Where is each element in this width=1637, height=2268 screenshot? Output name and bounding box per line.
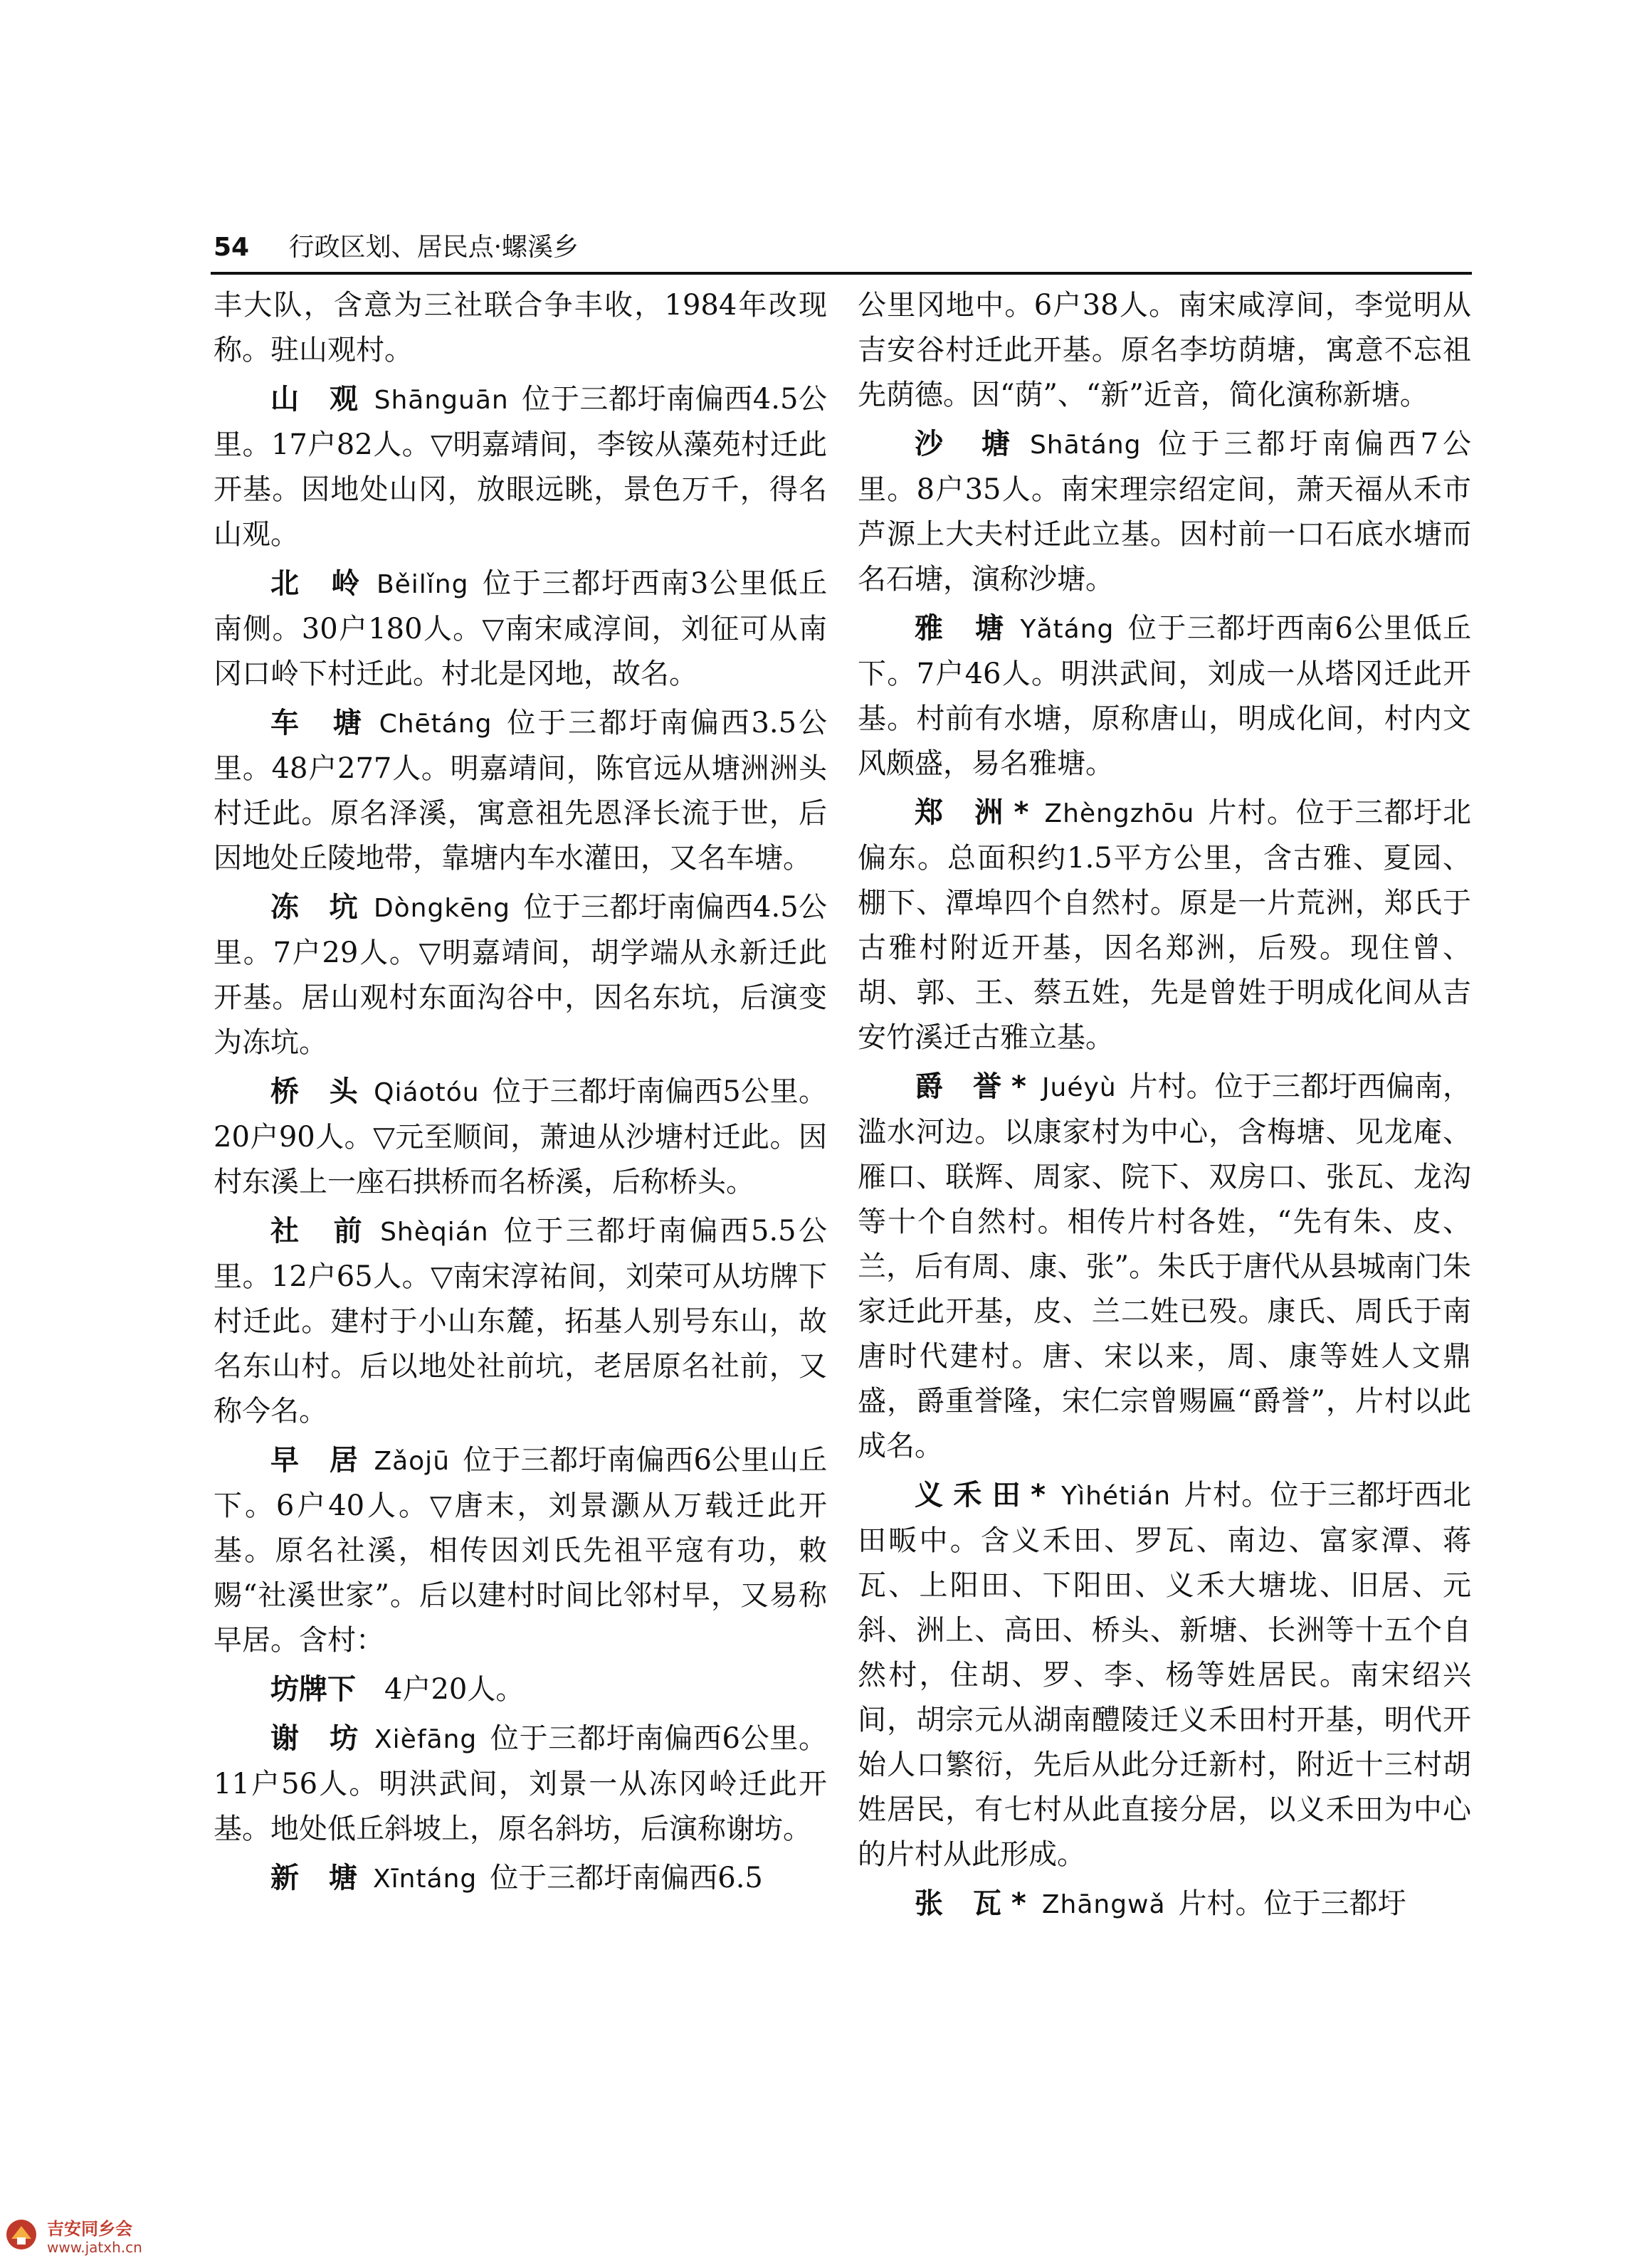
entry-pinyin: Zhèngzhōu (1044, 799, 1195, 828)
entry-pinyin: Juéyù (1041, 1073, 1117, 1102)
left-column (214, 283, 827, 2005)
entry-xiefang (214, 1716, 827, 1852)
entry-term: 社 前 (270, 1215, 375, 1248)
entry-yihetian (858, 1473, 1471, 1877)
watermark-url[interactable]: www.jatxh.cn (47, 2239, 142, 2256)
entry-term: 谢 坊 (270, 1722, 369, 1755)
entry-text: 位于三都圩南偏西4.5公里。7户29人。▽明嘉靖间，胡学端从永新迁此开基。居山观村东面沟谷中，因名东坑，后演变为冻坑。 (214, 891, 827, 1059)
entry-term: 沙 塘 (915, 428, 1024, 460)
entry-qiaotou (214, 1070, 827, 1205)
entry-term: 爵 誉* (915, 1070, 1036, 1103)
entry-pinyin: Xièfāng (374, 1725, 478, 1754)
entry-beiling (214, 561, 827, 697)
entry-term: 桥 头 (270, 1075, 369, 1108)
entry-term: 郑 洲* (915, 796, 1039, 829)
entry-text: 位于三都圩西南3公里低丘南侧。30户180人。▽南宋咸淳间，刘征可从南冈口岭下村迁此。村北是冈地，故名。 (214, 567, 827, 690)
entry-text: 位于三都圩南偏西6公里山丘下。6户40人。▽唐末，刘景灏从万载迁此开基。原名社溪，相传因刘氏先祖平寇有功，敕赐“社溪世家”。后以建村时间比邻村早，又易称早居。含村： (214, 1444, 827, 1657)
entry-pinyin: Shèqián (380, 1218, 489, 1247)
entry-text: 位于三都圩南偏西7公里。8户35人。南宋理宗绍定间，萧天福从禾市芦源上大夫村迁此立基。因村前一口石底水塘而名石塘，演称沙塘。 (858, 428, 1471, 596)
entry-term: 新 塘 (270, 1862, 367, 1894)
entry-zhengzhou (858, 791, 1471, 1060)
entry-pinyin: Yìhétián (1061, 1482, 1172, 1511)
entry-shatang (858, 422, 1471, 602)
entry-xintang (214, 1856, 827, 1902)
page-number: 54 (214, 233, 250, 262)
entry-text: 位于三都圩南偏西5.5公里。12户65人。▽南宋淳祐间，刘荣可从坊牌下村迁此。建村于小山东麓，拓基人别号东山，故名东山村。后以地处社前坑，老居原名社前，又称今名。 (214, 1215, 827, 1428)
watermark-name: 吉安同乡会 (47, 2219, 132, 2239)
entry-text: 位于三都圩南偏西6公里。11户56人。明洪武间，刘景一从冻冈岭迁此开基。地处低丘斜坡上，原名斜坊，后演称谢坊。 (214, 1722, 827, 1845)
entry-pinyin: Xīntáng (372, 1864, 478, 1894)
entry-pinyin: Shātáng (1029, 431, 1142, 460)
entry-term: 山 观 (270, 383, 369, 416)
sub-entry-text: 4户20人。 (384, 1673, 525, 1706)
sub-entry-fangpaixia (214, 1667, 827, 1712)
page-header (214, 226, 1466, 269)
entry-shanguan (214, 377, 827, 557)
entry-term: 雅 塘 (915, 612, 1015, 645)
entry-term: 车 塘 (270, 707, 374, 739)
entry-text: 片村。位于三都圩西偏南，滥水河边。以康家村为中心，含梅塘、见龙庵、雁口、联辉、周家、院下、双房口、张瓦、龙沟等十个自然村。相传片村各姓，“先有朱、皮、兰，后有周、康、张”。朱氏于唐代从县城南门朱家迁此开基，皮、兰二姓已殁。康氏、周氏于南唐时代建村。唐、宋以来，周、康等姓人文鼎盛，爵重誉隆，宋仁宗曾赐匾“爵誉”，片村以此成名。 (858, 1070, 1471, 1462)
entry-term: 张 瓦* (915, 1887, 1036, 1920)
entry-text: 片村。位于三都圩北偏东。总面积约1.5平方公里，含古雅、夏园、棚下、潭埠四个自然村。原是一片荒洲，郑氏于古雅村附近开基，因名郑洲，后殁。现住曾、胡、郭、王、蔡五姓，先是曾姓于明成化间从吉安竹溪迁古雅立基。 (858, 796, 1471, 1054)
entry-pinyin: Shānguān (374, 386, 509, 415)
entry-zaoju (214, 1438, 827, 1663)
header-rule (211, 272, 1472, 275)
entry-yatang (858, 606, 1471, 786)
entry-pinyin: Zhāngwǎ (1041, 1890, 1166, 1919)
running-title: 行政区划、居民点·螺溪乡 (288, 233, 579, 262)
entry-sheqian (214, 1209, 827, 1434)
entry-term: 义禾田* (915, 1479, 1056, 1512)
entry-text: 位于三都圩西南6公里低丘下。7户46人。明洪武间，刘成一从塔冈迁此开基。村前有水塘，原称唐山，明成化间，村内文风颇盛，易名雅塘。 (858, 612, 1471, 780)
logo-icon (4, 2217, 38, 2252)
entry-text: 片村。位于三都圩西北田畈中。含义禾田、罗瓦、南边、富家潭、蒋瓦、上阳田、下阳田、义禾大塘垅、旧居、元斜、洲上、高田、桥头、新塘、长洲等十五个自然村，住胡、罗、李、杨等姓居民。南宋绍兴间，胡宗元从湖南醴陵迁义禾田村开基，明代开始人口繁衍，先后从此分迁新村，附近十三村胡姓居民，有七村从此直接分居，以义禾田为中心的片村从此形成。 (858, 1479, 1471, 1871)
entry-dongkeng (214, 885, 827, 1065)
sub-entry-term: 坊牌下 (270, 1673, 356, 1706)
paragraph-text: 丰大队，含意为三社联合争丰收，1984年改现称。驻山观村。 (214, 289, 827, 366)
entry-pinyin: Yǎtáng (1020, 615, 1115, 644)
paragraph-text: 公里冈地中。6户38人。南宋咸淳间，李觉明从吉安谷村迁此开基。原名李坊荫塘，寓意不忘祖先荫德。因“荫”、“新”近音，简化演称新塘。 (858, 289, 1471, 411)
entry-text: 位于三都圩南偏西5公里。20户90人。▽元至顺间，萧迪从沙塘村迁此。因村东溪上一座石拱桥而名桥溪，后称桥头。 (214, 1075, 827, 1198)
entry-text: 位于三都圩南偏西6.5 (490, 1862, 763, 1894)
entry-pinyin: Běilǐng (376, 570, 469, 599)
entry-pinyin: Zǎojū (374, 1447, 451, 1476)
entry-pinyin: Qiáotóu (374, 1078, 480, 1107)
entry-text: 位于三都圩南偏西3.5公里。48户277人。明嘉靖间，陈官远从塘洲洲头村迁此。原名泽溪，寓意祖先恩泽长流于世，后因地处丘陵地带，靠塘内车水灌田，又名车塘。 (214, 707, 827, 875)
entry-pinyin: Chētáng (379, 710, 493, 739)
paragraph (858, 283, 1471, 418)
entry-text: 片村。位于三都圩 (1178, 1887, 1406, 1920)
entry-pinyin: Dòngkēng (373, 894, 511, 923)
entry-chetang (214, 701, 827, 881)
entry-term: 早 居 (270, 1444, 369, 1477)
entry-term: 北 岭 (270, 567, 371, 600)
entry-text: 位于三都圩南偏西4.5公里。17户82人。▽明嘉靖间，李铵从藻苑村迁此开基。因地处山冈，放眼远眺，景色万千，得名山观。 (214, 383, 827, 551)
entry-jueyu (858, 1065, 1471, 1469)
paragraph (214, 283, 827, 373)
entry-zhangwa (858, 1882, 1471, 1927)
entry-term: 冻 坑 (270, 891, 368, 924)
site-watermark (0, 2213, 185, 2263)
right-column (858, 283, 1471, 2005)
